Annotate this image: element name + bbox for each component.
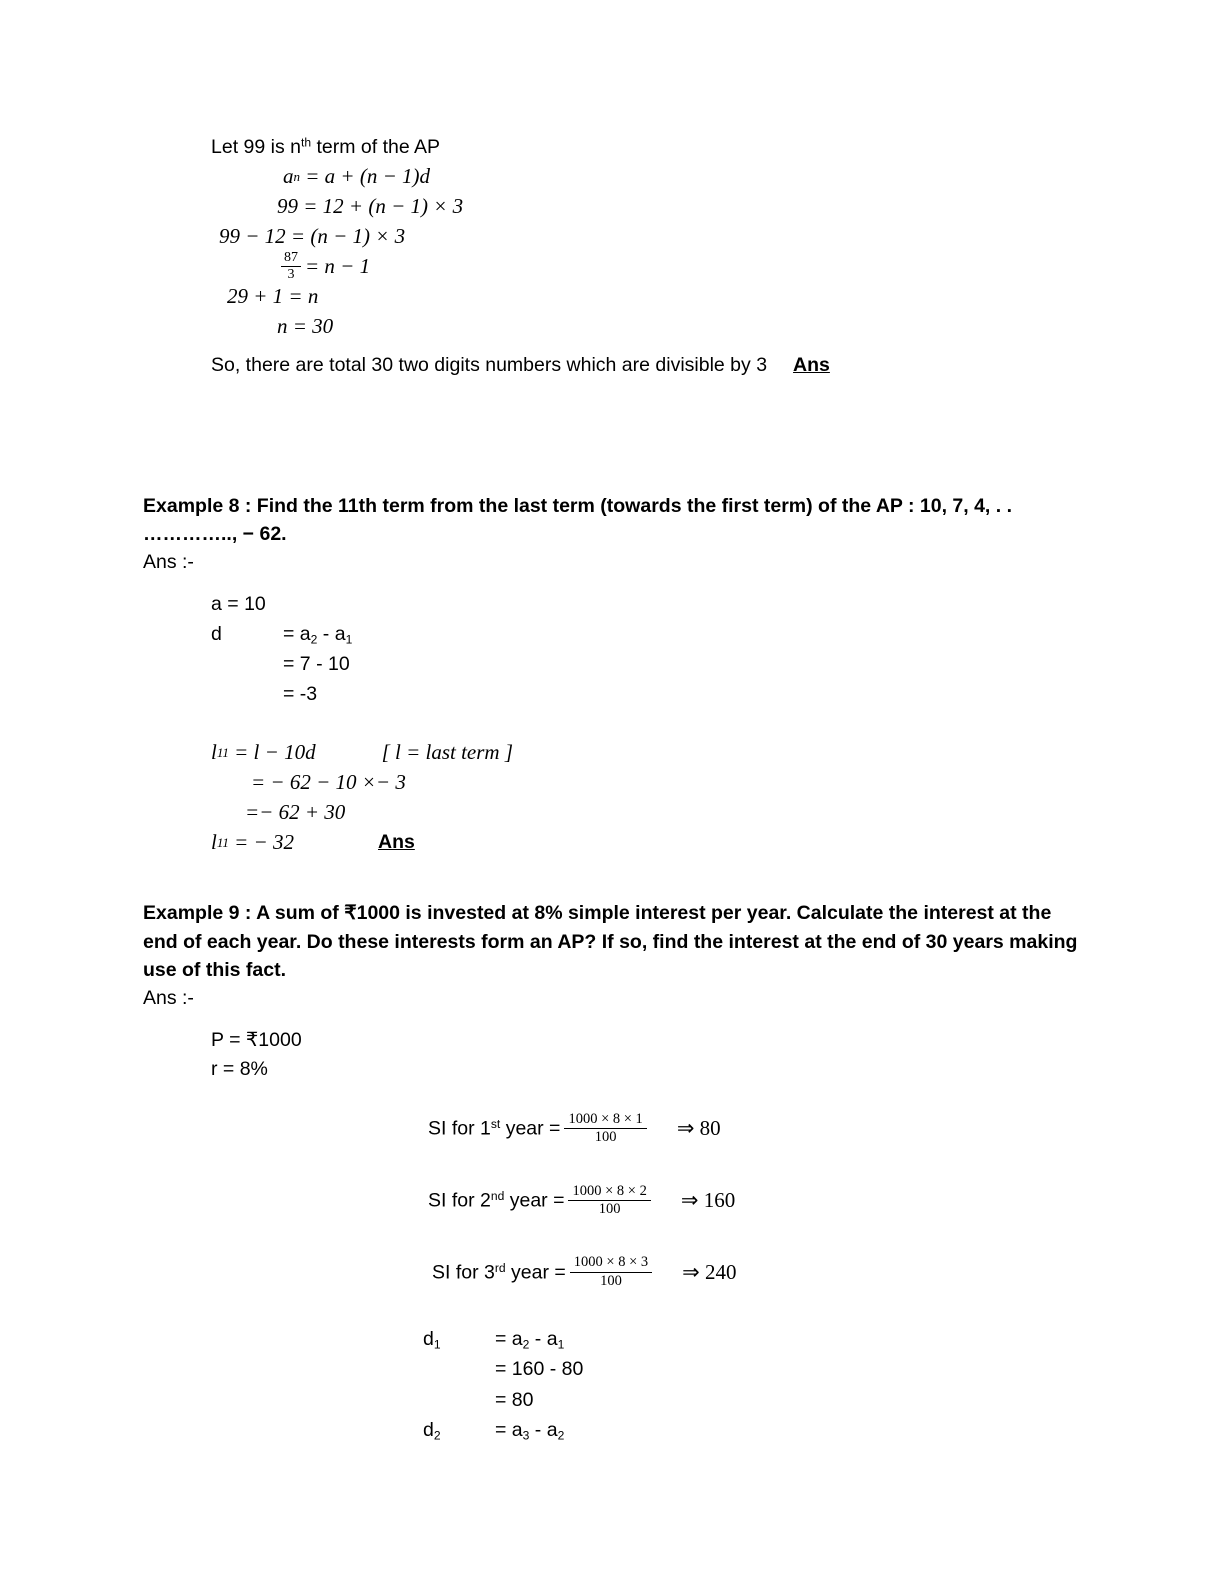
example-9-d2-label: $d_2$ [423,1418,441,1443]
let-statement-sup: th [300,135,312,150]
equation-29-plus-1: 29 + 1 = n [227,283,319,308]
example-8-l11-line [211,737,1083,767]
document-content [143,133,1083,1445]
equation-fraction-87-3: $\frac{87}{3}$ = n − 1 [277,251,1083,281]
example-9-block [143,899,1083,1445]
example-8-l-symbol: l [211,739,217,764]
example-9-d1-row-1 [423,1324,1083,1354]
si-row-year-1-result: ⇒ 80 [676,1116,721,1141]
example-9-d2-expr: = $a_3 - a_2$ [495,1418,565,1443]
solution-continued-block [143,133,1083,380]
si-row-year-2 [428,1183,1083,1219]
example-9-d1-calc: = 160 - 80 [495,1358,584,1381]
spacer-2 [143,576,1083,590]
spacer-1b [143,466,1083,492]
example-8-heading: Example 8 : Find the 11th term from the last term (towards the first term) of the AP : 10, 7, 4, . . ………….., − 62. [143,494,1013,545]
conclusion-text: So, there are total 30 two digits numbers which are divisible by 3 [211,354,768,377]
spacer-9 [143,1290,1083,1324]
si-row-year-2-label: SI for 2nd year = [428,1188,565,1212]
example-9-d1-row-2 [423,1354,1083,1384]
example-8-d-calc: = 7 - 10 [283,652,350,675]
example-8-l-expr: = l − 10d [234,739,316,764]
example-8-d-result: = -3 [283,683,318,706]
example-8-d-row-2 [211,649,1083,679]
si-row-year-3-fraction: $\frac{1000 \times 8 \times 3}{100}$ [570,1254,652,1290]
spacer-7 [143,1147,1083,1183]
si-row-year-1-label: SI for 1st year = [428,1117,561,1140]
equation-an-rest: = a + (n − 1)d [305,163,430,188]
example-8-block [143,492,1083,858]
ans-label: Ans [793,354,830,377]
let-statement-post: term of the AP [311,136,441,158]
spacer-1 [143,380,1083,466]
example-8-l-subscript: 11 [216,744,229,760]
let-statement-pre: Let 99 is n [211,136,301,158]
spacer-5 [143,1012,1083,1026]
example-9-principal: P = ₹1000 [211,1029,302,1052]
example-8-d-label: d [211,622,222,645]
example-9-d1-result: = 80 [495,1388,534,1411]
example-9-rate: r = 8% [211,1057,268,1080]
si-row-year-3 [432,1254,1083,1290]
example-8-d-expr: = $a_2 - a_1$ [283,622,353,646]
equation-substitute-99: 99 = 12 + (n − 1) × 3 [277,193,464,218]
example-9-ans-label: Ans :- [143,987,194,1010]
example-8-l11-step2: = − 62 − 10 ×− 3 [251,769,406,794]
example-8-a-value: a = 10 [211,593,266,616]
example-9-d1-row-3 [423,1385,1083,1415]
equation-an-symbol: a [283,163,294,188]
si-row-year-2-fraction: $\frac{1000 \times 8 \times 2}{100}$ [568,1183,650,1219]
conclusion-line [211,351,1083,379]
equation-n-equals-30: n = 30 [277,313,334,338]
spacer-4 [143,857,1083,885]
example-8-l11-step3: =− 62 + 30 [245,799,346,824]
example-8-d-row-3 [211,679,1083,709]
spacer-3 [143,709,1083,737]
spacer-4b [143,885,1083,899]
example-8-l-note: [ l = last term ] [381,739,514,764]
example-8-l11-final: l 11 = − 32 Ans [211,827,1083,857]
example-9-heading: Example 9 : A sum of ₹1000 is invested at 8% simple interest per year. Calculate the interest at the end of each year. Do these interests form an AP? If so, find the interest at the end of 30 years making use of this fact. [143,902,1078,981]
si-row-year-1-fraction: $\frac{1000 \times 8 \times 1}{100}$ [564,1111,646,1147]
example-9-d1-expr: = $a_2 - a_1$ [495,1328,565,1352]
equation-an-subscript: n [293,168,300,184]
spacer-6 [143,1083,1083,1111]
example-8-d-row-1 [211,619,1083,649]
si-row-year-2-result: ⇒ 160 [680,1188,736,1213]
fraction-87-over-3: $\frac{87}{3}$ [281,250,301,283]
example-8-ans-label: Ans :- [143,551,194,574]
let-statement [211,133,1083,161]
si-row-year-3-label: SI for 3rd year = [432,1260,566,1283]
example-9-d2-row-1 [423,1415,1083,1445]
si-row-year-3-result: ⇒ 240 [682,1259,737,1284]
si-row-year-1 [428,1111,1083,1147]
example-8-ans-badge: Ans [377,830,415,853]
equation-an-formula [283,161,1083,191]
spacer-8 [143,1218,1083,1254]
example-9-d1-label: $d_1$ [423,1328,441,1352]
equation-subtract-12: 99 − 12 = (n − 1) × 3 [219,223,406,248]
